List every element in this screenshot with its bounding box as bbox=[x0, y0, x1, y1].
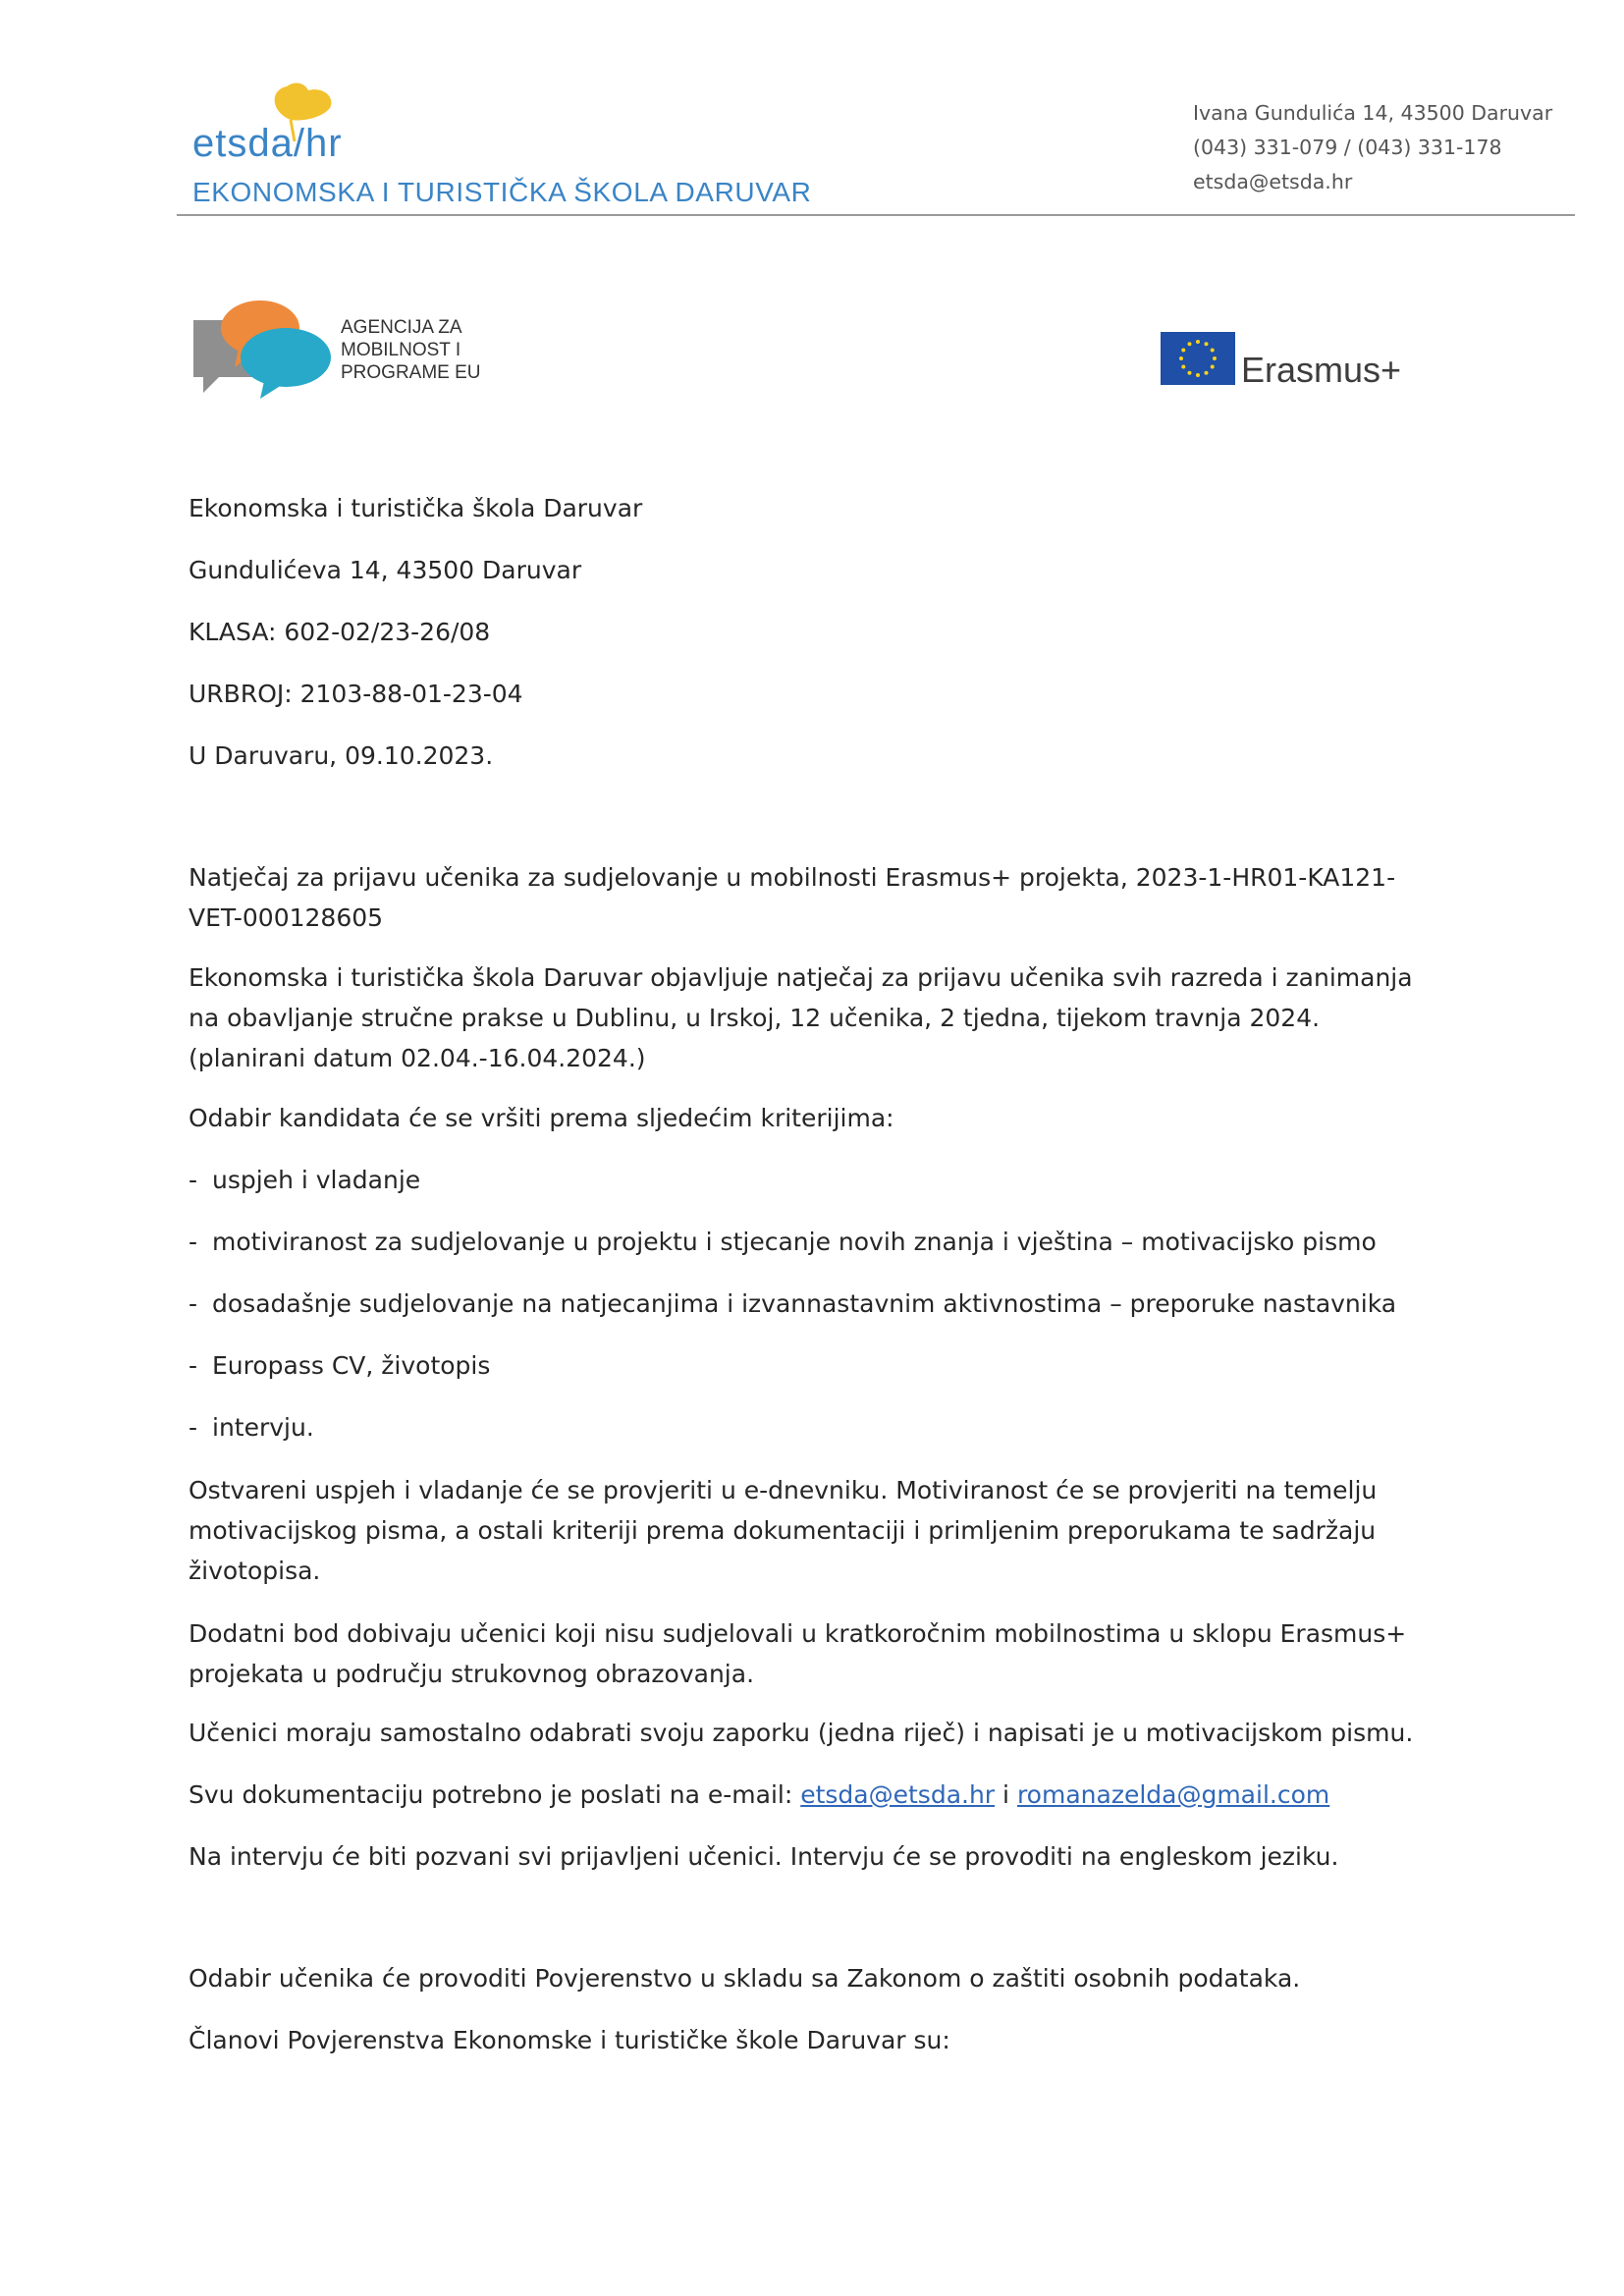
eu-star-icon bbox=[1196, 373, 1200, 377]
bonus-paragraph: Dodatni bod dobivaju učenici koji nisu sudjelovali u kratkoročnim mobilnostima u sklopu Erasmus+ projekata u području strukovnog obrazovanja. bbox=[189, 1619, 1407, 1688]
eu-star-icon bbox=[1211, 365, 1215, 369]
submission-line: Svu dokumentaciju potrebno je poslati na e-mail: etsda@etsda.hr i romanazelda@gmail.com bbox=[189, 1780, 1330, 1809]
password-paragraph: Učenici moraju samostalno odabrati svoju zaporku (jedna riječ) i napisati je u motivacijskom pismu. bbox=[189, 1719, 1414, 1747]
criteria-item: - uspjeh i vladanje bbox=[189, 1166, 421, 1194]
speech-bubbles-icon bbox=[189, 291, 337, 401]
school-name: EKONOMSKA I TURISTIČKA ŠKOLA DARUVAR bbox=[192, 177, 812, 207]
eu-star-icon bbox=[1196, 340, 1200, 344]
date-line: U Daruvaru, 09.10.2023. bbox=[189, 741, 494, 770]
eu-star-icon bbox=[1181, 349, 1185, 353]
eu-star-icon bbox=[1188, 371, 1192, 375]
contact-email[interactable]: etsda@etsda.hr bbox=[1193, 170, 1353, 193]
eu-star-icon bbox=[1211, 349, 1215, 353]
subject-line: Natječaj za prijavu učenika za sudjelovanje u mobilnosti Erasmus+ projekta, 2023-1-HR01-KA121-VET-000128605 bbox=[189, 863, 1396, 932]
klasa-line: KLASA: 602-02/23-26/08 bbox=[189, 618, 491, 646]
header-divider bbox=[177, 214, 1575, 216]
header-contact bbox=[1193, 96, 1552, 199]
eu-star-icon bbox=[1213, 356, 1217, 360]
eu-star-icon bbox=[1181, 365, 1185, 369]
intro-paragraph: Ekonomska i turistička škola Daruvar objavljuje natječaj za prijavu učenika svih razreda i zanimanja na obavljanje stručne prakse u Dublinu, u Irskoj, 12 učenika, 2 tjedna, tijekom travnja 2024. (planirani datum 02.04.-16.04.2024.) bbox=[189, 963, 1413, 1072]
logo-wordmark: etsda/hr bbox=[192, 122, 343, 165]
email-link-etsda[interactable]: etsda@etsda.hr bbox=[800, 1780, 996, 1809]
eu-star-icon bbox=[1205, 371, 1209, 375]
eu-flag-icon bbox=[1161, 332, 1235, 385]
urbroj-line: URBROJ: 2103-88-01-23-04 bbox=[189, 680, 523, 708]
eu-star-icon bbox=[1188, 342, 1192, 346]
criteria-item: - Europass CV, životopis bbox=[189, 1351, 491, 1380]
criteria-item: - intervju. bbox=[189, 1413, 314, 1442]
ampeu-logo-text: AGENCIJA ZA MOBILNOST I PROGRAME EU bbox=[341, 317, 481, 383]
eu-star-icon bbox=[1179, 356, 1183, 360]
interview-paragraph: Na intervju će biti pozvani svi prijavljeni učenici. Intervju će se provoditi na engleskom jeziku. bbox=[189, 1842, 1339, 1871]
verification-paragraph: Ostvareni uspjeh i vladanje će se provjeriti u e-dnevniku. Motiviranost će se provjeriti na temelju motivacijskog pisma, a ostali kriteriji prema dokumentaciji i primljenim preporukama te sadržaju životopisa. bbox=[189, 1476, 1378, 1585]
email-link-romanazelda[interactable]: romanazelda@gmail.com bbox=[1016, 1780, 1330, 1809]
eu-star-icon bbox=[1205, 342, 1209, 346]
erasmus-plus-logo-text: Erasmus+ bbox=[1241, 350, 1402, 390]
criteria-item: - motiviranost za sudjelovanje u projektu i stjecanje novih znanja i vještina – motivacijsko pismo bbox=[189, 1228, 1377, 1256]
committee-paragraph: Odabir učenika će provoditi Povjerenstvo u skladu sa Zakonom o zaštiti osobnih podataka. bbox=[189, 1964, 1301, 1993]
criteria-heading: Odabir kandidata će se vršiti prema sljedećim kriterijima: bbox=[189, 1104, 894, 1132]
contact-phone: (043) 331-079 / (043) 331-178 bbox=[1193, 136, 1502, 159]
criteria-item: - dosadašnje sudjelovanje na natjecanjima i izvannastavnim aktivnostima – preporuke nastavnika bbox=[189, 1289, 1397, 1318]
members-heading: Članovi Povjerenstva Ekonomske i turističke škole Daruvar su: bbox=[189, 2026, 950, 2054]
sender-name: Ekonomska i turistička škola Daruvar bbox=[189, 494, 643, 522]
sender-address: Gundulićeva 14, 43500 Daruvar bbox=[189, 556, 582, 584]
school-logo bbox=[192, 82, 389, 171]
contact-address: Ivana Gundulića 14, 43500 Daruvar bbox=[1193, 101, 1553, 125]
